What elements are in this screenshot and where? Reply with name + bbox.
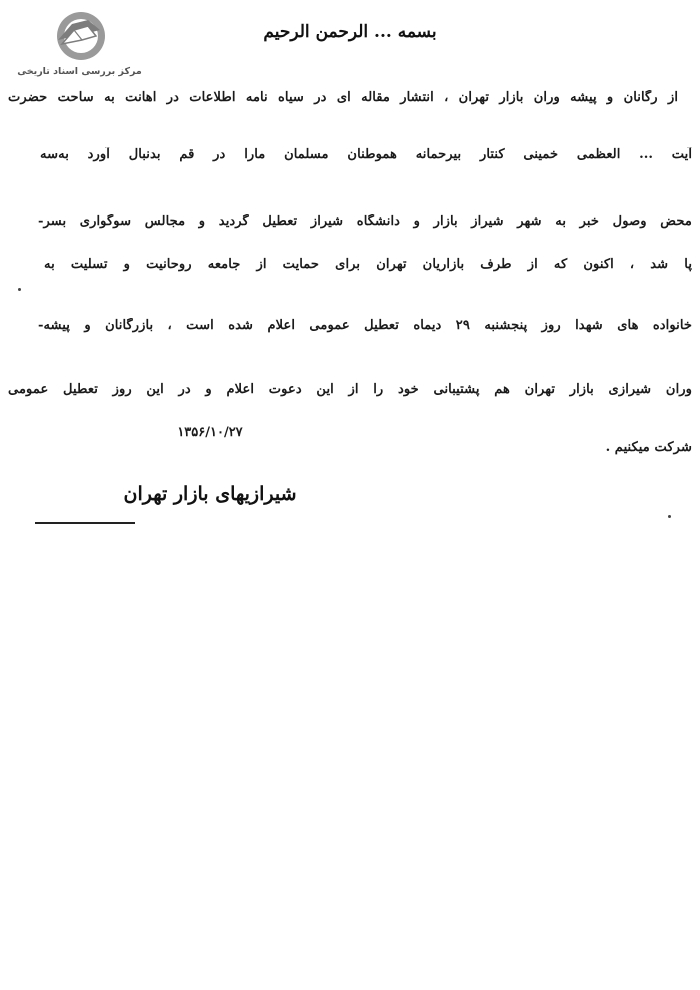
document-date: ۱۳۵۶/۱۰/۲۷ [177, 425, 243, 440]
logo-text: مرکز بررسی اسناد تاریخی [17, 66, 142, 77]
signature: شیرازیهای بازار تهران [123, 483, 297, 505]
body-line: پا شد ، اکنون که از طرف بازاریان تهران برای حمایت از جامعه روحانیت و تسلیت به [44, 257, 692, 272]
body-line: خانواده های شهدا روز پنجشنبه ۲۹ دیماه تعطیل عمومی اعلام شده است ، بازرگانان و پیشه- [38, 318, 692, 333]
scan-speck [668, 515, 671, 518]
basmala-heading: بسمه ... الرحمن الرحیم [263, 22, 437, 42]
body-line: آیت ... العظمی خمینی کنتار بیرحمانه هموطنان مسلمان مارا در قم بدنبال آورد به‌سه [40, 147, 692, 162]
body-line: از رگانان و پیشه وران بازار تهران ، انتشار مقاله ای در سیاه نامه اطلاعات در اهانت به ساحت حضرت [8, 90, 678, 105]
signature-underline [35, 522, 135, 524]
scan-speck [18, 288, 21, 291]
letter-body [0, 0, 700, 480]
body-line: شرکت میکنیم . [605, 440, 692, 455]
body-line: وران شیرازی بازار تهران هم پشتیبانی خود را از این دعوت اعلام و در این روز تعطیل عمومی [8, 382, 692, 397]
body-line: محض وصول خبر به شهر شیراز بازار و دانشگاه شیراز تعطیل گردید و مجالس سوگواری بسر- [38, 214, 692, 229]
